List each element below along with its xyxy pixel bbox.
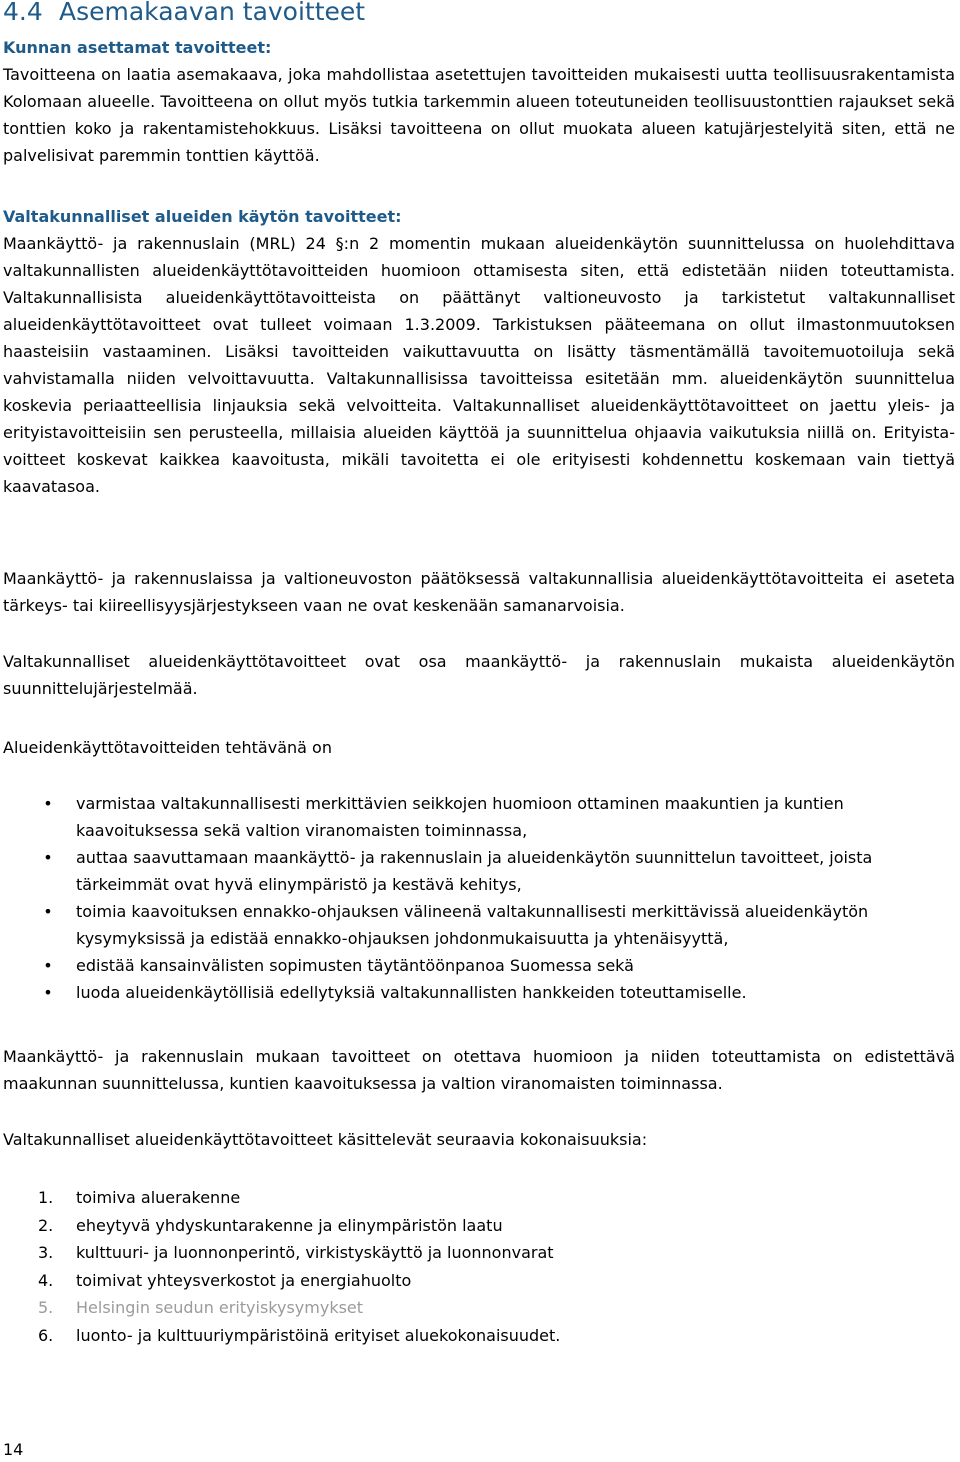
list-item bbox=[0, 1322, 960, 1350]
priority-paragraph: Maankäyttö- ja rakennuslaissa ja valtioneuvoston päätöksessä valtakunnallisia alueidenkäyttötavoitteita ei aseteta tärkeys- tai kiireellisyysjärjestykseen vaan ne ovat keskenään samanarvoisia. bbox=[3, 569, 955, 615]
bullet-icon: • bbox=[43, 848, 53, 867]
list-item-text: luoda alueidenkäytöllisiä edellytyksiä valtakunnallisten hankkeiden toteuttamiselle. bbox=[76, 983, 747, 1002]
section-number: 4.4 bbox=[3, 0, 43, 26]
list-item bbox=[0, 844, 948, 898]
entities-intro: Valtakunnalliset alueidenkäyttötavoitteet käsittelevät seuraavia kokonaisuuksia: bbox=[3, 1130, 648, 1149]
list-item-text: varmistaa valtakunnallisesti merkittävien seikkojen huomioon ottaminen maakuntien ja kuntien kaavoituksessa sekä valtion viranomaisten toiminnassa, bbox=[76, 794, 844, 840]
list-item-number: 5. bbox=[38, 1298, 54, 1318]
list-item bbox=[0, 898, 948, 952]
municipal-goals-text: Tavoitteena on laatia asemakaava, joka mahdollistaa asetettujen tavoitteiden mukaisesti uutta teollisuusrakentamista Kolomaan alueelle. Tavoitteena on ollut myös tutkia tarkemmin alueen toteutuneiden teollisuustonttien rajaukset sekä tonttien koko ja rakentamistehokkuus. Lisäksi tavoitteena on ollut muokata alueen katujärjestelyitä siten, että ne palvelisivat paremmin tonttien käyttöä. bbox=[3, 65, 955, 165]
list-item bbox=[0, 952, 948, 979]
list-item-number: 4. bbox=[38, 1270, 54, 1290]
consideration-paragraph: Maankäyttö- ja rakennuslain mukaan tavoitteet on otettava huomioon ja niiden toteuttamista on edistettävä maakunnan suunnittelussa, kuntien kaavoituksessa ja valtion viranomaisten toiminnassa. bbox=[3, 1047, 955, 1093]
national-goals-text: Maankäyttö- ja rakennuslain (MRL) 24 §:n 2 momentin mukaan alueidenkäytön suunnittelussa on huolehdittava valtakunnallisten alueidenkäyttötavoitteiden huomioon ottamisesta siten, että edistetään niiden toteuttamista. Valtakunnallisista alueidenkäyttötavoitteista on päättänyt valtioneuvosto ja tarkistetut valtakunnalliset alueidenkäyttötavoitteet ovat tulleet voimaan 1.3.2009. Tarkistuksen pääteemana on ollut ilmastonmuutoksen haasteisiin vastaaminen. Lisäksi tavoitteiden vaikuttavuutta on lisätty täsmentämällä tavoitemuotoiluja sekä vahvistamalla niiden velvoittavuutta. Valtakunnallisissa tavoitteissa esitetään mm. alueidenkäytön suunnittelua koskevia periaatteellisia linjauksia sekä velvoitteita. Valtakunnalliset alueidenkäyttötavoitteet on jaettu yleis- ja erityistavoitteisiin sen perusteella, millaisia alueiden käyttöä ja suunnittelua ohjaavia vaikutuksia niillä on. Erityistavoitteet koskevat kaikkea kaavoitusta, mikäli tavoitetta ei ole erityisesti kohdennettu koskemaan vain tiettyä kaavatasoa. bbox=[3, 234, 955, 496]
municipal-goals-title: Kunnan asettamat tavoitteet: bbox=[3, 38, 272, 57]
list-item bbox=[0, 1267, 960, 1295]
page-number: 14 bbox=[3, 1440, 24, 1459]
list-item bbox=[0, 1239, 960, 1267]
list-item-text: kulttuuri- ja luonnonperintö, virkistyskäyttö ja luonnonvarat bbox=[76, 1243, 554, 1263]
list-item-text: edistää kansainvälisten sopimusten täytäntöönpanoa Suomessa sekä bbox=[76, 956, 634, 975]
list-item-number: 1. bbox=[38, 1188, 54, 1207]
list-item-text: eheytyvä yhdyskuntarakenne ja elinympäristön laatu bbox=[76, 1215, 503, 1235]
list-item-text: toimivat yhteysverkostot ja energiahuolto bbox=[76, 1270, 412, 1290]
list-item bbox=[0, 1184, 960, 1212]
list-item-number: 3. bbox=[38, 1243, 54, 1263]
bullet-icon: • bbox=[43, 983, 53, 1002]
tasks-bullet-list bbox=[0, 790, 960, 1006]
list-item-text: Helsingin seudun erityiskysymykset bbox=[76, 1298, 364, 1318]
section-title: Asemakaavan tavoitteet bbox=[59, 0, 366, 26]
list-item-text: luonto- ja kulttuuriympäristöinä erityiset aluekokonaisuudet. bbox=[76, 1325, 561, 1345]
entities-numbered-list bbox=[0, 1184, 960, 1350]
national-goals-title: Valtakunnalliset alueiden käytön tavoitteet: bbox=[3, 207, 402, 226]
bullet-icon: • bbox=[43, 956, 53, 975]
tasks-intro: Alueidenkäyttötavoitteiden tehtävänä on bbox=[3, 738, 332, 757]
list-item-number: 2. bbox=[38, 1215, 54, 1235]
list-item-text: toimia kaavoituksen ennakko-ohjauksen välineenä valtakunnallisesti merkittävissä alueidenkäytön kysymyksissä ja edistää ennakko-ohjauksen johdonmukaisuutta ja yhtenäisyyttä, bbox=[76, 902, 869, 948]
list-item-number: 6. bbox=[38, 1325, 54, 1345]
planning-system-paragraph: Valtakunnalliset alueidenkäyttötavoitteet ovat osa maankäyttö- ja rakennuslain mukaista alueidenkäytön suunnittelujärjestelmää. bbox=[3, 652, 955, 698]
bullet-icon: • bbox=[43, 902, 53, 921]
section-heading bbox=[3, 0, 365, 30]
list-item-text: auttaa saavuttamaan maankäyttö- ja rakennuslain ja alueidenkäytön suunnittelun tavoitteet, joista tärkeimmät ovat hyvä elinympäristö ja kestävä kehitys, bbox=[76, 848, 873, 894]
list-item bbox=[0, 790, 948, 844]
list-item bbox=[0, 1212, 960, 1240]
list-item bbox=[0, 1294, 960, 1322]
list-item-text: toimiva aluerakenne bbox=[76, 1188, 241, 1207]
list-item bbox=[0, 979, 948, 1006]
bullet-icon: • bbox=[43, 794, 53, 813]
